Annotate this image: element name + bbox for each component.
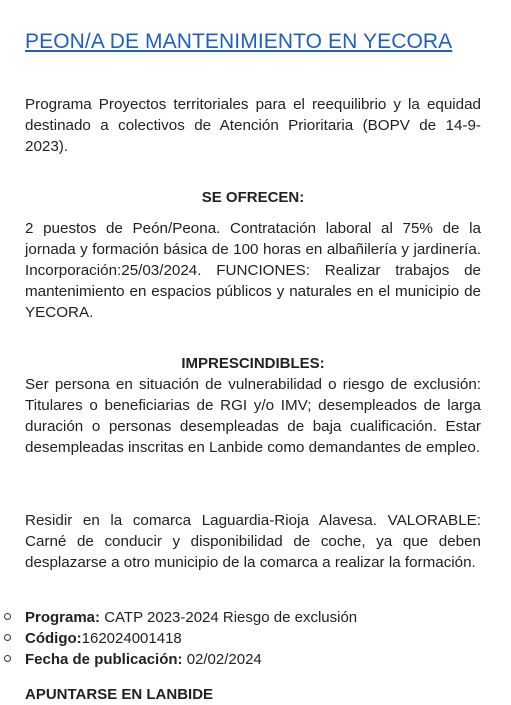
residence-paragraph: Residir en la comarca Laguardia-Rioja Alavesa. VALORABLE: Carné de conducir y disponibilidad de coche, ya que deben desplazarse a otro municipio de la comarca a realizar la formación. [25, 512, 481, 571]
offer-heading: SE OFRECEN: [201, 189, 305, 206]
detail-value: 162024001418 [81, 630, 182, 647]
bullet-icon [4, 634, 11, 641]
detail-value: CATP 2023-2024 Riesgo de exclusión [100, 609, 358, 626]
requirements-heading: IMPRESCINDIBLES: [181, 355, 325, 372]
offer-paragraph: 2 puestos de Peón/Peona. Contratación laboral al 75% de la jornada y formación básica de 100 horas en albañilería y jardinería. Incorporación:25/03/2024. FUNCIONES: Realizar trabajos de mantenimiento en espacios públicos y naturales en el municipio de YECORA. [25, 220, 481, 321]
detail-label: Programa: [25, 609, 101, 626]
requirements-paragraph: Ser persona en situación de vulnerabilidad o riesgo de exclusión: Titulares o beneficiarias de RGI y/o IMV; desempleados de larga duración o personas desempleadas de baja cualificación. Estar desempleadas inscritas en Lanbide como demandantes de empleo. [25, 376, 481, 456]
detail-program [25, 607, 481, 628]
bullet-icon [4, 613, 11, 620]
page-title[interactable]: PEON/A DE MANTENIMIENTO EN YECORA [25, 30, 453, 53]
detail-value: 02/02/2024 [182, 651, 262, 668]
detail-code [25, 628, 481, 649]
detail-label: Código: [25, 630, 82, 647]
bullet-icon [4, 655, 11, 662]
apply-lanbide-link[interactable]: APUNTARSE EN LANBIDE [25, 686, 214, 703]
intro-paragraph: Programa Proyectos territoriales para el reequilibrio y la equidad destinado a colectivos de Atención Prioritaria (BOPV de 14-9-2023). [25, 96, 481, 155]
details-list [25, 607, 481, 670]
detail-label: Fecha de publicación: [25, 651, 183, 668]
detail-publication-date [25, 649, 481, 670]
